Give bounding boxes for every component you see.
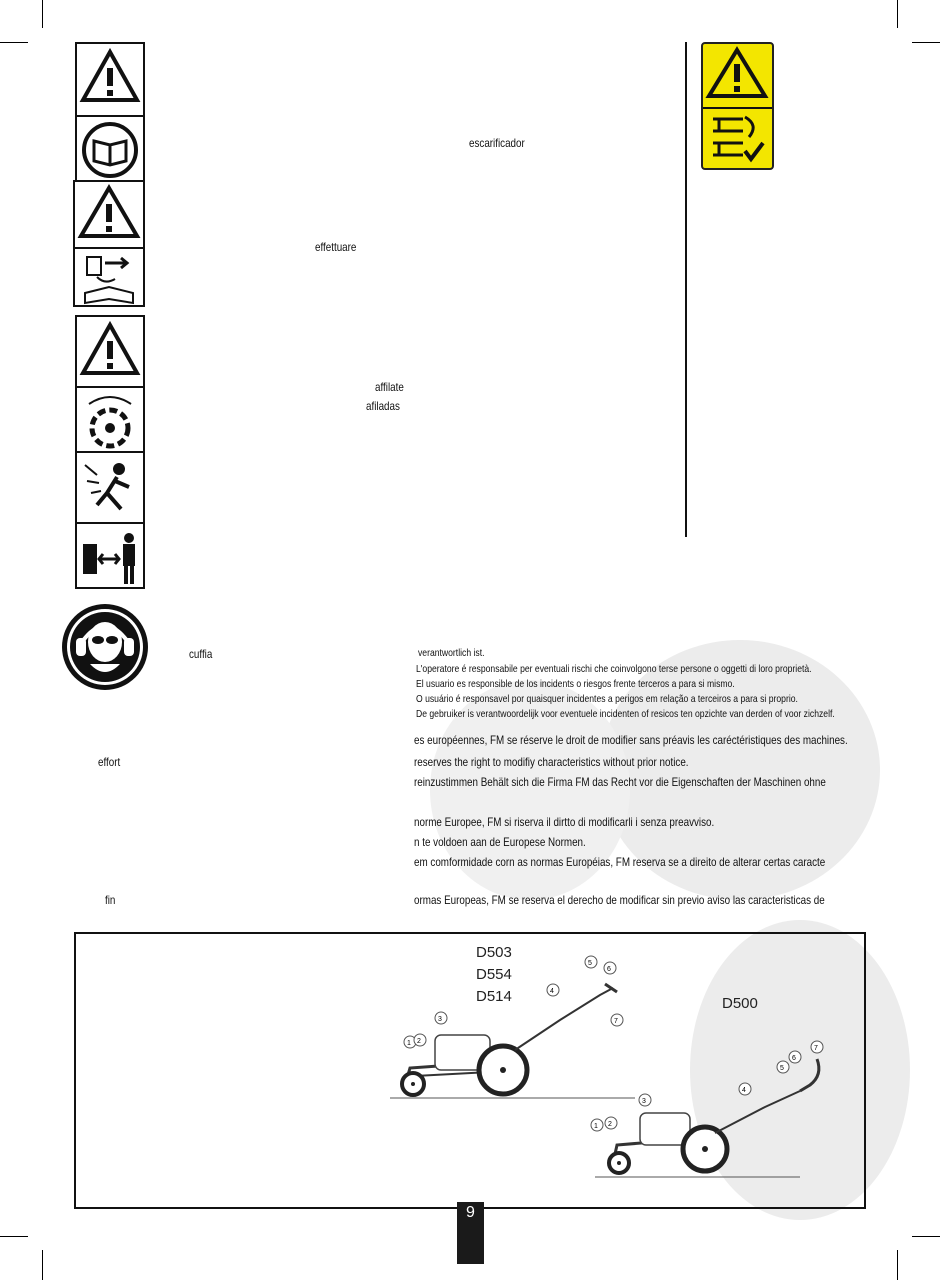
callout-number: 5 xyxy=(780,1065,784,1072)
yellow-safety-label xyxy=(701,42,774,170)
responsibility-line: De gebruiker is verantwoordelijk voor eventuele incidenten of resicos ten opzichte van derden of voor zichzelf. xyxy=(416,708,835,720)
callout-number: 5 xyxy=(588,960,592,967)
warning-maintenance-panel xyxy=(73,180,145,307)
responsibility-line: O usuário é responsavel por quaisquer incidentes a perigos em relação a terceiros a para si proprio. xyxy=(416,693,798,705)
page-number: 9 xyxy=(466,1204,475,1221)
callout-number: 2 xyxy=(417,1038,421,1045)
responsibility-line: verantwortlich ist. xyxy=(418,647,485,659)
text-fragment: cuffia xyxy=(189,647,213,661)
model-label: D514 xyxy=(476,988,512,1005)
crop-mark xyxy=(42,0,43,28)
callout-number: 2 xyxy=(608,1121,612,1128)
callout-number: 1 xyxy=(407,1040,411,1047)
rights-line: reinzustimmen Behält sich die Firma FM das Recht vor die Eigenschaften der Maschinen ohne xyxy=(414,775,826,789)
responsibility-line: L'operatore é responsabile per eventuali rischi che coinvolgono terse persone o oggetti di loro proprietà. xyxy=(416,663,812,675)
model-label: D500 xyxy=(722,995,758,1012)
warning-triangle-icon xyxy=(77,317,143,381)
callout-number: 4 xyxy=(550,988,554,995)
model-label: D503 xyxy=(476,944,512,961)
crop-mark xyxy=(912,1236,940,1237)
column-divider xyxy=(685,42,687,537)
scarifier-illustration-b xyxy=(585,1035,845,1185)
callout-number: 4 xyxy=(742,1087,746,1094)
callout-number: 7 xyxy=(814,1045,818,1052)
rights-line: norme Europee, FM si riserva il dirtto di modificarli i senza preavviso. xyxy=(414,815,715,829)
text-fragment: escarificador xyxy=(469,136,525,150)
ear-eye-protection-icon xyxy=(60,602,150,692)
crop-mark xyxy=(897,1250,898,1280)
callout-number: 1 xyxy=(594,1123,598,1130)
thrown-objects-distance-panel xyxy=(75,451,145,589)
crop-mark xyxy=(912,42,940,43)
read-manual-icon xyxy=(77,117,143,183)
rotating-blade-icon xyxy=(77,388,143,454)
warning-sharp-blades-panel xyxy=(75,315,145,453)
text-fragment: effort xyxy=(98,755,121,769)
rights-line: em comformidade corn as normas Européias, FM reserva se a direito de alterar certas caracte xyxy=(414,855,826,869)
rights-line: n te voldoen aan de Europese Normen. xyxy=(414,835,586,849)
callout-number: 6 xyxy=(607,966,611,973)
rights-line: reserves the right to modifiy characteristics without prior notice. xyxy=(414,755,689,769)
thrown-objects-icon xyxy=(77,453,143,517)
warning-triangle-icon xyxy=(703,44,772,102)
rights-line: es européennes, FM se réserve le droit de modifier sans préavis les caréctéristiques des machines. xyxy=(414,733,848,747)
safety-distance-icon xyxy=(77,524,143,590)
hand-blade-hazard-icon xyxy=(703,109,772,171)
warning-triangle-icon xyxy=(77,44,143,110)
text-fragment: affilate xyxy=(375,380,404,394)
callout-number: 3 xyxy=(642,1098,646,1105)
disconnect-spark-plug-icon xyxy=(75,249,143,309)
model-label: D554 xyxy=(476,966,512,983)
crop-mark xyxy=(42,1250,43,1280)
warning-read-manual-panel xyxy=(75,42,145,182)
text-fragment: afiladas xyxy=(366,399,400,413)
crop-mark xyxy=(0,1236,28,1237)
callout-number: 6 xyxy=(792,1055,796,1062)
crop-mark xyxy=(0,42,28,43)
warning-triangle-icon xyxy=(75,182,143,242)
text-fragment: effettuare xyxy=(315,240,357,254)
rights-line: ormas Europeas, FM se reserva el derecho de modificar sin previo aviso las caracteristicas de xyxy=(414,893,825,907)
responsibility-line: El usuario es responsible de los incidents o riesgos frente terceros a para si mismo. xyxy=(416,678,735,690)
callout-number: 3 xyxy=(438,1016,442,1023)
callout-number: 7 xyxy=(614,1018,618,1025)
text-fragment: fin xyxy=(105,893,116,907)
crop-mark xyxy=(897,0,898,28)
